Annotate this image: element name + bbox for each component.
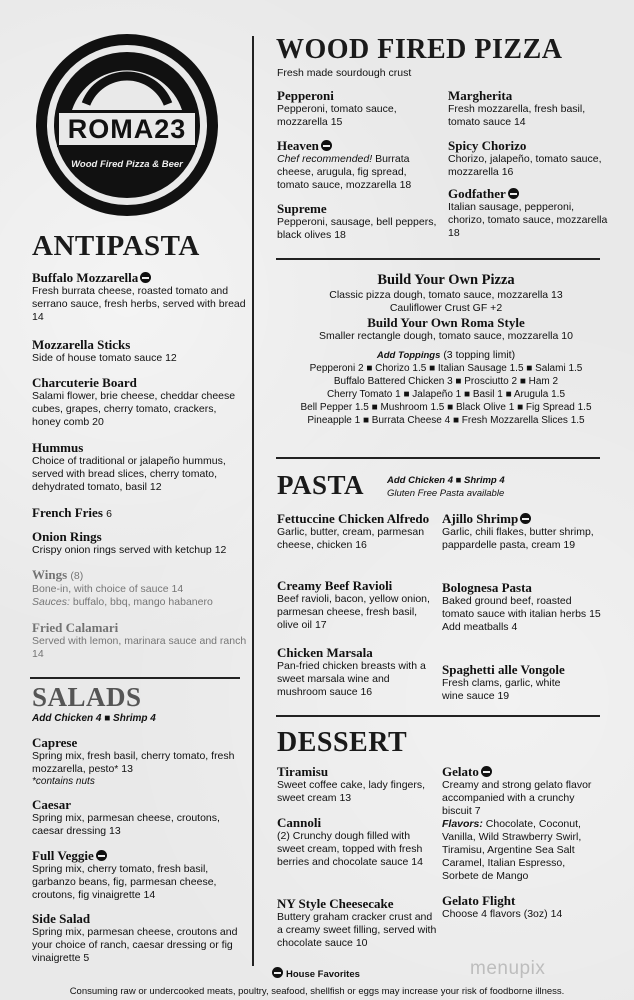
dessert-title: DESSERT	[277, 727, 408, 758]
toppings-line: Buffalo Battered Chicken 3 ■ Prosciutto 2 ■ Ham 2	[333, 376, 559, 387]
house-favorite-icon	[508, 188, 519, 199]
logo-tagline: Wood Fired Pizza & Beer	[71, 159, 183, 170]
salad-item	[32, 911, 247, 965]
toppings-line: Pepperoni 2 ■ Chorizo 1.5 ■ Italian Sausage 1.5 ■ Salami 1.5	[309, 363, 583, 374]
item-desc: Salami flower, brie cheese, cheddar cheese cubes, grapes, cherry tomato, crackers, honey comb	[32, 390, 236, 428]
item-name: Charcuterie Board	[32, 375, 137, 390]
item-name: NY Style Cheesecake	[277, 896, 394, 911]
dessert-item	[442, 764, 602, 883]
antipasta-item	[32, 529, 247, 557]
item-price: 18	[399, 179, 412, 191]
salad-item	[32, 848, 247, 902]
item-desc: Buttery graham cracker crust and a creamy sweet filling, served with chocolate sauce	[277, 911, 437, 949]
item-price: 17	[314, 619, 327, 631]
item-name: Buffalo Mozzarella	[32, 270, 139, 285]
build-crust: Cauliflower Crust GF +2	[389, 302, 503, 314]
item-extra: Add meatballs 4	[442, 621, 518, 633]
divider	[276, 457, 600, 459]
pizza-title: WOOD FIRED PIZZA	[276, 34, 563, 65]
item-price: 16	[360, 686, 373, 698]
salad-item	[32, 735, 247, 787]
dessert-item	[277, 764, 437, 805]
toppings-limit: (3 topping limit)	[443, 349, 516, 361]
item-name: Caprese	[32, 735, 78, 750]
item-count: (8)	[70, 570, 84, 582]
pasta-item	[442, 580, 602, 634]
pizza-item	[277, 138, 439, 192]
item-price: 12	[149, 481, 162, 493]
pizza-item	[448, 186, 608, 240]
item-desc: Spring mix, cherry tomato, fresh basil, garbanzo beans, fig, parmesan cheese, croutons, fig vinaigrette	[32, 863, 217, 901]
item-price: 16	[501, 166, 514, 178]
item-desc: Served with lemon, marinara sauce and ranch	[32, 635, 247, 647]
item-desc: Creamy and strong gelato flavor accompanied with a crunchy biscuit	[442, 779, 592, 817]
item-name: Side Salad	[32, 911, 91, 926]
item-desc: Italian sausage, pepperoni, chorizo, tomato sauce, mozzarella	[448, 201, 608, 226]
watermark: menupix	[470, 958, 546, 979]
item-desc: Pepperoni, tomato sauce, mozzarella	[277, 103, 397, 128]
item-price: 13	[121, 763, 133, 775]
item-price: 14	[32, 648, 44, 660]
pizza-item	[448, 88, 603, 129]
item-price: 15	[589, 608, 601, 620]
item-price: 16	[355, 539, 367, 551]
item-name: Gelato Flight	[442, 893, 516, 908]
item-desc: Crispy onion rings served with ketchup	[32, 544, 212, 556]
item-desc: Sweet coffee cake, lady fingers, sweet cream	[277, 779, 426, 804]
item-price: 13	[109, 825, 121, 837]
item-desc: Spring mix, fresh basil, cherry tomato, fresh mozzarella, pesto*	[32, 750, 235, 775]
item-price: 7	[474, 805, 481, 817]
pasta-item	[442, 511, 602, 552]
item-name: Bolognesa Pasta	[442, 580, 532, 595]
item-price: 18	[334, 229, 346, 241]
house-favorite-icon	[481, 766, 492, 777]
pasta-item	[277, 645, 439, 699]
item-name: Chicken Marsala	[277, 645, 373, 660]
item-note: *contains nuts	[32, 776, 95, 787]
item-price: 15	[330, 116, 343, 128]
item-desc: Fresh burrata cheese, roasted tomato and serrano sauce, fresh herbs, served with bread	[32, 285, 246, 310]
pasta-addons: Add Chicken 4 ■ Shrimp 4	[387, 475, 505, 486]
item-name: Supreme	[277, 201, 327, 216]
item-desc: Burrata cheese, arugula, fig spread, tomato sauce, mozzarella	[277, 153, 410, 191]
divider	[30, 677, 240, 679]
antipasta-item	[32, 620, 247, 661]
logo-name: ROMA23	[67, 114, 187, 144]
item-name: Spaghetti alle Vongole	[442, 662, 565, 677]
antipasta-item	[32, 375, 247, 429]
salads-title: SALADS	[32, 682, 142, 712]
item-price: 18	[448, 227, 460, 239]
house-favorite-icon	[96, 850, 107, 861]
salad-item	[32, 797, 247, 838]
item-price: 14	[32, 311, 44, 323]
pizza-subtitle: Fresh made sourdough crust	[277, 67, 412, 79]
antipasta-title: ANTIPASTA	[32, 230, 200, 262]
disclaimer: Consuming raw or undercooked meats, poultry, seafood, shellfish or eggs may increase your risk of foodborne illness.	[69, 986, 565, 997]
item-name: Tiramisu	[277, 764, 329, 779]
item-name: Godfather	[448, 186, 506, 201]
item-price: 14	[513, 116, 526, 128]
item-price: 12	[165, 352, 177, 364]
pizza-item	[277, 201, 437, 242]
house-favorite-icon	[520, 513, 531, 524]
item-desc: Garlic, chili flakes, butter shrimp, pappardelle pasta, cream	[442, 526, 594, 551]
toppings-line: Pineapple 1 ■ Burrata Cheese 4 ■ Fresh Mozzarella Slices 1.5	[307, 415, 585, 426]
pasta-title: PASTA	[277, 470, 365, 500]
pasta-item	[442, 662, 612, 703]
item-price: 6	[106, 508, 112, 520]
pizza-item	[448, 138, 608, 179]
item-desc: Choose 4 flavors (3oz)	[442, 908, 548, 920]
antipasta-item	[32, 440, 247, 494]
item-name: Hummus	[32, 440, 84, 455]
item-desc: Choice of traditional or jalapeño hummus, served with bread slices, cherry tomato, dehydrated tomato, basil	[32, 455, 226, 493]
item-name: Full Veggie	[32, 848, 94, 863]
dessert-item	[442, 893, 612, 921]
item-price: 14	[411, 856, 423, 868]
item-desc: Chorizo, jalapeño, tomato sauce, mozzarella	[448, 153, 602, 178]
toppings-label: Add Toppings	[376, 350, 441, 361]
house-favorite-icon	[272, 967, 283, 978]
build-title: Build Your Own Pizza	[377, 272, 515, 288]
item-name: Gelato	[442, 764, 479, 779]
build-desc: Classic pizza dough, tomato sauce, mozzarella 13	[329, 289, 563, 301]
toppings-line: Bell Pepper 1.5 ■ Mushroom 1.5 ■ Black Olive 1 ■ Fig Spread 1.5	[300, 402, 592, 413]
item-desc: (2) Crunchy dough filled with sweet cream, topped with fresh berries and chocolate sauce	[277, 830, 423, 868]
item-name: Cannoli	[277, 815, 322, 830]
pizza-item	[277, 88, 437, 129]
item-price: 14	[171, 583, 184, 595]
salads-addons: Add Chicken 4 ■ Shrimp 4	[32, 713, 156, 724]
antipasta-item	[32, 337, 247, 365]
antipasta-item	[32, 270, 247, 324]
item-desc: Baked ground beef, roasted tomato sauce with italian herbs	[442, 595, 587, 620]
sauces-list: buffalo, bbq, mango habanero	[72, 596, 213, 608]
legend-label: House Favorites	[286, 969, 360, 980]
antipasta-item	[32, 505, 247, 521]
item-price: 19	[563, 539, 576, 551]
build-roma-desc: Smaller rectangle dough, tomato sauce, mozzarella 10	[319, 330, 573, 342]
column-divider	[252, 36, 254, 966]
divider	[276, 258, 600, 260]
build-roma-title: Build Your Own Roma Style	[367, 315, 525, 330]
item-name: Spicy Chorizo	[448, 138, 527, 153]
item-desc: Spring mix, parmesan cheese, croutons, caesar dressing	[32, 812, 220, 837]
dessert-item	[277, 896, 439, 950]
pasta-item	[277, 511, 435, 552]
sauces-label: Sauces:	[32, 596, 70, 608]
logo	[34, 32, 220, 218]
toppings-line: Cherry Tomato 1 ■ Jalapeño 1 ■ Basil 1 ■ Arugula 1.5	[326, 389, 566, 400]
item-desc: Beef ravioli, bacon, yellow onion, parmesan cheese, fresh basil, olive oil	[277, 593, 430, 631]
item-price: 20	[92, 416, 104, 428]
house-favorite-icon	[321, 140, 332, 151]
item-price: 19	[497, 690, 510, 702]
chef-note: Chef recommended!	[277, 153, 373, 165]
build-your-own	[276, 272, 616, 427]
item-desc: Fresh clams, garlic, white wine sauce	[442, 677, 561, 702]
item-name: Heaven	[277, 138, 319, 153]
item-name: Creamy Beef Ravioli	[277, 578, 393, 593]
item-name: Caesar	[32, 797, 71, 812]
item-name: Onion Rings	[32, 529, 102, 544]
item-desc: Garlic, butter, cream, parmesan cheese, chicken	[277, 526, 425, 551]
item-name: Ajillo Shrimp	[442, 511, 519, 526]
flavors-label: Flavors:	[442, 818, 483, 830]
house-favorite-icon	[140, 272, 151, 283]
item-name: French Fries	[32, 505, 103, 520]
antipasta-item	[32, 567, 247, 609]
item-desc: Spring mix, parmesan cheese, croutons and your choice of ranch, caesar dressing or fig vinaigrette	[32, 926, 238, 964]
item-price: 5	[83, 952, 90, 964]
item-price: 12	[214, 544, 227, 556]
pasta-gf: Gluten Free Pasta available	[387, 488, 505, 499]
item-name: Margherita	[448, 88, 513, 103]
item-name: Fried Calamari	[32, 620, 119, 635]
divider	[276, 715, 600, 717]
dessert-item	[277, 815, 429, 869]
item-name: Wings	[32, 567, 68, 582]
item-price: 13	[339, 792, 352, 804]
item-desc: Bone-in, with choice of sauce	[32, 583, 169, 595]
flavors-list: Chocolate, Coconut, Vanilla, Wild Strawberry Swirl, Tiramisu, Argentine Sea Salt Caramel, Italian Espresso, Sorbete de Mango	[442, 818, 582, 882]
pasta-item	[277, 578, 435, 632]
legend	[272, 967, 360, 980]
item-price: 14	[550, 908, 563, 920]
item-desc: Pan-fried chicken breasts with a sweet marsala wine and mushroom sauce	[277, 660, 426, 698]
item-price: 14	[143, 889, 156, 901]
item-name: Fettuccine Chicken Alfredo	[277, 511, 430, 526]
item-desc: Pepperoni, sausage, bell peppers, black olives	[277, 216, 437, 241]
item-desc: Fresh mozzarella, fresh basil, tomato sauce	[448, 103, 586, 128]
item-name: Pepperoni	[277, 88, 334, 103]
item-desc: Side of house tomato sauce	[32, 352, 163, 364]
item-price: 10	[355, 937, 368, 949]
item-name: Mozzarella Sticks	[32, 337, 131, 352]
